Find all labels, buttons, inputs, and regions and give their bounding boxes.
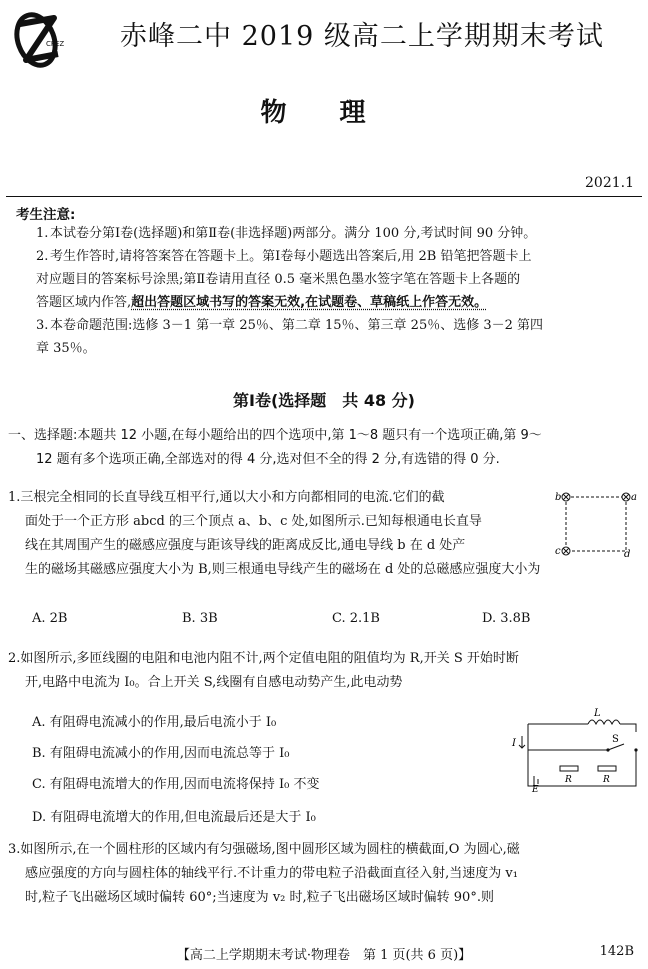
notice-heading: 考生注意: bbox=[16, 207, 76, 223]
question-3: 3.如图所示,在一个圆柱形的区域内有匀强磁场,图中圆形区域为圆柱的横截面,O 为圆心,磁 感应强度的方向与圆柱体的轴线平行.不计重力的带电粒子沿截面直径入射,当速度为 v₁ 时,粒子飞出磁场区域时偏转 60°;当速度为 v₂ 时,粒子飞出磁场区域时偏转 90°.则 bbox=[8, 842, 520, 905]
school-logo bbox=[14, 10, 70, 72]
header-divider bbox=[6, 196, 642, 197]
label-r1: R bbox=[565, 775, 572, 785]
label-c: c bbox=[555, 546, 561, 557]
label-d: d bbox=[624, 549, 631, 559]
q2-option-c: C. 有阻碍电流增大的作用,因而电流将保持 I₀ 不变 bbox=[32, 777, 320, 792]
label-r2: R bbox=[603, 775, 610, 785]
section-instructions: 一、选择题:本题共 12 小题,在每小题给出的四个选项中,第 1～8 题只有一个选项正确,第 9～ 12 题有多个选项正确,全部选对的得 4 分,选对但不全的得 2 分,有选错的得 0 分. bbox=[8, 428, 542, 467]
label-b: b bbox=[555, 492, 562, 503]
q2-option-a: A. 有阻碍电流减小的作用,最后电流小于 I₀ bbox=[32, 715, 277, 730]
q2-option-d: D. 有阻碍电流增大的作用,但电流最后还是大于 I₀ bbox=[32, 810, 316, 825]
option-b: B. 3B bbox=[182, 611, 218, 626]
notice-warning: 超出答题区域书写的答案无效,在试题卷、草稿纸上作答无效。 bbox=[131, 295, 488, 310]
option-d: D. 3.8B bbox=[482, 611, 531, 626]
q2-option-b: B. 有阻碍电流减小的作用,因而电流总等于 I₀ bbox=[32, 746, 290, 761]
notice-item-3: 3. 本卷命题范围:选修 3－1 第一章 25％、第二章 15％、第三章 25％、选修 3－2 第四 bbox=[36, 318, 544, 333]
circuit-diagram bbox=[508, 706, 642, 792]
label-l: L bbox=[594, 708, 601, 719]
paper-code: 142B bbox=[599, 944, 634, 959]
question-2: 2.如图所示,多匝线圈的电阻和电池内阻不计,两个定值电阻的阻值均为 R,开关 S 开始时断 开,电路中电流为 I₀。合上开关 S,线圈有自感电动势产生,此电动势 bbox=[8, 651, 519, 690]
question-1: 1.三根完全相同的长直导线互相平行,通以大小和方向都相同的电流.它们的截 面处于一个正方形 abcd 的三个顶点 a、b、c 处,如图所示.已知每根通电长直导 线在其周围产生的磁感应强度与距该导线的距离成反比,通电导线 b 在 d 处产 bbox=[8, 490, 482, 553]
notice-list: 1. 本试卷分第Ⅰ卷(选择题)和第Ⅱ卷(非选择题)两部分。满分 100 分,考试时间 90 分钟。 2. 考生作答时,请将答案答在答题卡上。第Ⅰ卷每小题选出答案后,用 2B 铅笔把答题卡上 对应题目的答案标号涂黑;第Ⅱ卷请用直径 0.5 毫米黑色墨水签字笔在答题卡上各题的 答题区域内作答,超出答题区域书写的答案无效,在试题卷、草稿纸上作答无效。 3. 本卷命题范围:选修 3－1 第一章 25％、第二章 15％、第三章 25％、选修 3－2 第四 章 35％。 bbox=[36, 222, 636, 360]
option-c: C. 2.1B bbox=[332, 611, 380, 626]
subject-title: 物 理 bbox=[260, 98, 388, 128]
page-footer: 【高二上学期期末考试·物理卷 第 1 页(共 6 页)】 bbox=[176, 948, 472, 963]
logo-text: CFEZ bbox=[46, 40, 65, 48]
section-title: 第Ⅰ卷(选择题 共 48 分) bbox=[233, 391, 415, 410]
label-i: I bbox=[512, 738, 516, 749]
label-e: E bbox=[532, 785, 539, 792]
notice-item-2: 2. 考生作答时,请将答案答在答题卡上。第Ⅰ卷每小题选出答案后,用 2B 铅笔把答题卡上 bbox=[36, 249, 532, 264]
question-1-options bbox=[32, 611, 632, 626]
exam-date: 2021.1 bbox=[585, 175, 634, 191]
label-a: a bbox=[631, 492, 637, 503]
notice-item-1: 1. 本试卷分第Ⅰ卷(选择题)和第Ⅱ卷(非选择题)两部分。满分 100 分,考试时间 90 分钟。 bbox=[36, 226, 537, 241]
label-s: S bbox=[612, 734, 619, 745]
square-wire-diagram bbox=[554, 487, 638, 559]
exam-title: 赤峰二中 2019 级高二上学期期末考试 bbox=[120, 21, 604, 52]
option-a: A. 2B bbox=[32, 611, 68, 626]
